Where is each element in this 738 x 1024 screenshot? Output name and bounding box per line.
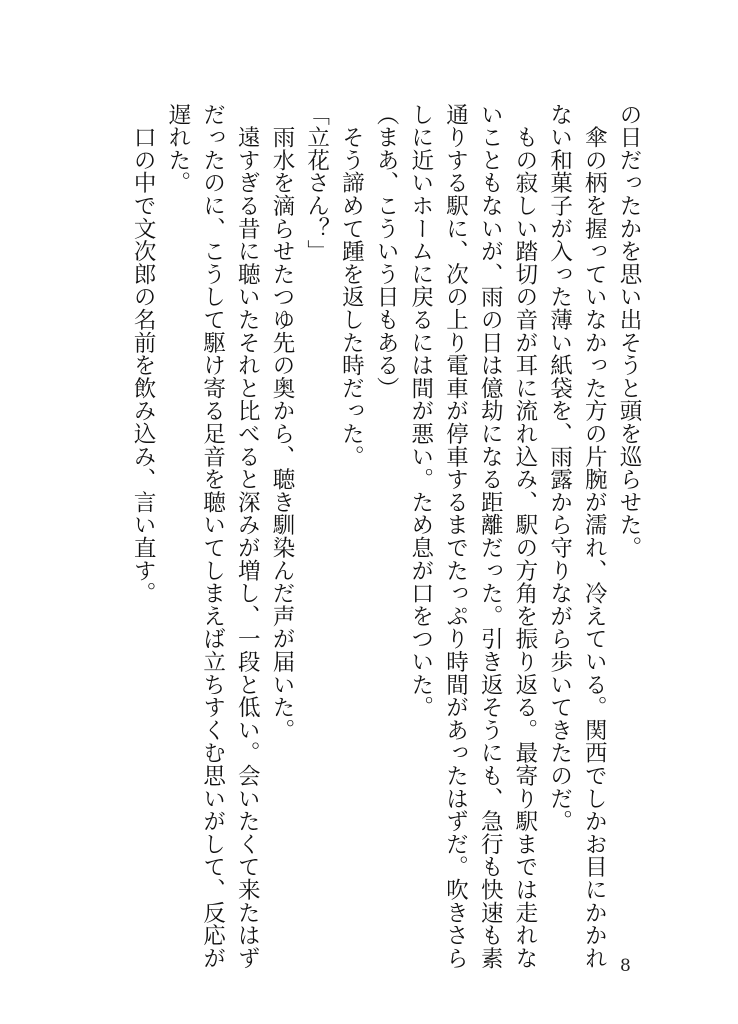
text-line: 雨水を滴らせたつゆ先の奥から、聴き馴染んだ声が届いた。 [268,103,295,742]
text-line: 「立花さん？」 [303,103,330,263]
text-line: 遅れた。 [164,103,191,195]
text-line: いこともないが、雨の日は億劫になる距離だった。引き返そうにも、急行も快速も素 [477,103,504,970]
text-line: しに近いホームに戻るには間が悪い。ため息が口をついた。 [407,103,434,719]
text-line: 口の中で文次郎の名前を飲み込み、言い直す。 [130,103,157,605]
text-line: もの寂しい踏切の音が耳に流れ込み、駅の方角を振り返る。最寄り駅までは走れな [511,103,538,970]
text-line: ない和菓子が入った薄い紙袋を、雨露から守りながら歩いてきたのだ。 [546,103,573,833]
text-line: だったのに、こうして駆け寄る足音を聴いてしまえば立ちすくむ思いがして、反応が [199,103,226,970]
text-line: 通りする駅に、次の上り電車が停車するまでたっぷり時間があったはずだ。吹きさら [442,103,469,970]
text-line: （まあ、こういう日もある） [373,103,400,400]
text-line: そう諦めて踵を返した時だった。 [338,103,365,468]
text-line: の日だったかを思い出そうと頭を巡らせた。 [616,103,642,559]
text-line: 遠すぎる昔に聴いたそれと比べると深みが増し、一段と低い。会いたくて来たはず [234,103,261,970]
page-number: 8 [620,956,631,976]
text-line: 傘の柄を握っていなかった方の片腕が濡れ、冷えている。関西でしかお目にかかれ [581,103,608,970]
vertical-text-body [125,103,646,970]
